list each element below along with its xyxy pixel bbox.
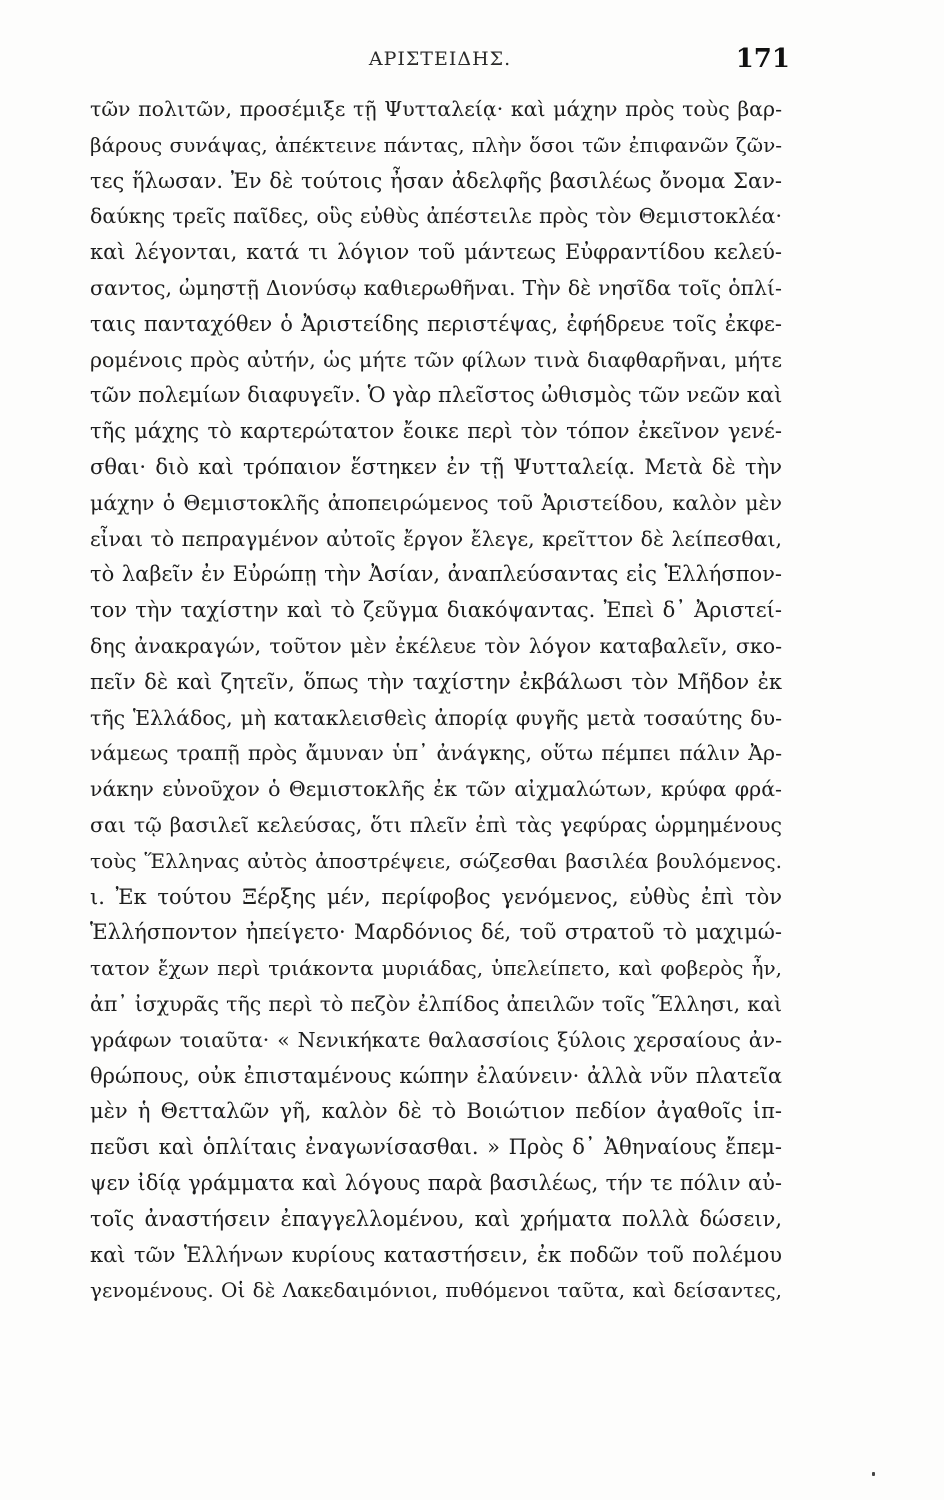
paper-speck <box>872 1472 875 1476</box>
text-line: τοῖς ἀναστήσειν ἐπαγγελλομένου, καὶ χρήματα πολλὰ δώσειν, <box>90 1206 782 1231</box>
text-line: σαντος, ὠμηστῇ Διονύσῳ καθιερωθῆναι. Τὴν δὲ νησῖδα τοῖς ὁπλί- <box>90 275 782 300</box>
text-line: γράφων τοιαῦτα· « Νενικήκατε θαλασσίοις ξύλοις χερσαίους ἀν- <box>90 1027 782 1052</box>
text-line: τῆς Ἑλλάδος, μὴ κατακλεισθεὶς ἀπορίᾳ φυγῆς μετὰ τοσαύτης δυ- <box>90 705 782 730</box>
text-line: δης ἀνακραγών, τοῦτον μὲν ἐκέλευε τὸν λόγον καταβαλεῖν, σκο- <box>90 633 782 658</box>
text-line: νάκην εὐνοῦχον ὁ Θεμιστοκλῆς ἐκ τῶν αἰχμαλώτων, κρύφα φρά- <box>90 777 782 802</box>
text-line: τὸ λαβεῖν ἐν Εὐρώπῃ τὴν Ἀσίαν, ἀναπλεύσαντας εἰς Ἑλλήσπον- <box>90 562 782 587</box>
text-line: Ἑλλήσποντον ἠπείγετο· Μαρδόνιος δέ, τοῦ στρατοῦ τὸ μαχιμώ- <box>90 920 782 945</box>
text-line: τες ἥλωσαν. Ἐν δὲ τούτοις ἦσαν ἀδελφῆς βασιλέως ὄνομα Σαν- <box>90 168 782 193</box>
text-line: βάρους συνάψας, ἀπέκτεινε πάντας, πλὴν ὅσοι τῶν ἐπιφανῶν ζῶν- <box>90 132 782 157</box>
running-head <box>90 44 790 74</box>
text-line: ἀπ᾽ ἰσχυρᾶς τῆς περὶ τὸ πεζὸν ἐλπίδος ἀπειλῶν τοῖς Ἕλλησι, καὶ <box>90 991 782 1016</box>
text-line: σθαι· διὸ καὶ τρόπαιον ἕστηκεν ἐν τῇ Ψυτταλείᾳ. Μετὰ δὲ τὴν <box>90 454 782 479</box>
text-line: ι. Ἐκ τούτου Ξέρξης μέν, περίφοβος γενόμενος, εὐθὺς ἐπὶ τὸν <box>90 884 782 909</box>
text-line: νάμεως τραπῇ πρὸς ἄμυναν ὑπ᾽ ἀνάγκης, οὕτω πέμπει πάλιν Ἀρ- <box>90 741 782 766</box>
text-line: τατον ἔχων περὶ τριάκοντα μυριάδας, ὑπελείπετο, καὶ φοβερὸς ἦν, <box>90 956 782 981</box>
text-line: τῆς μάχης τὸ καρτερώτατον ἔοικε περὶ τὸν τόπον ἐκεῖνον γενέ- <box>90 419 782 444</box>
text-line: δαύκης τρεῖς παῖδες, οὓς εὐθὺς ἀπέστειλε πρὸς τὸν Θεμιστοκλέα· <box>90 204 782 229</box>
text-line: ρομένοις πρὸς αὐτήν, ὡς μήτε τῶν φίλων τινὰ διαφθαρῆναι, μήτε <box>90 347 782 372</box>
text-line: σαι τῷ βασιλεῖ κελεύσας, ὅτι πλεῖν ἐπὶ τὰς γεφύρας ὡρμημένους <box>90 812 782 837</box>
running-title: ΑΡΙΣΤΕΙΔΗΣ. <box>368 48 512 70</box>
text-line: πεῦσι καὶ ὁπλίταις ἐναγωνίσασθαι. » Πρὸς δ᾽ Ἀθηναίους ἔπεμ- <box>90 1135 782 1160</box>
text-line: μάχην ὁ Θεμιστοκλῆς ἀποπειρώμενος τοῦ Ἀριστείδου, καλὸν μὲν <box>90 490 782 515</box>
text-line: τῶν πολιτῶν, προσέμιξε τῇ Ψυτταλείᾳ· καὶ μάχην πρὸς τοὺς βαρ- <box>90 97 782 121</box>
text-line: τοὺς Ἕλληνας αὐτὸς ἀποστρέψειε, σώζεσθαι βασιλέα βουλόμενος. <box>90 848 782 873</box>
text-line: ταις πανταχόθεν ὁ Ἀριστείδης περιστέψας, ἐφήδρευε τοῖς ἐκφε- <box>90 311 782 336</box>
page-number: 171 <box>735 44 790 74</box>
text-line: τον τὴν ταχίστην καὶ τὸ ζεῦγμα διακόψαντας. Ἐπεὶ δ᾽ Ἀριστεί- <box>90 598 782 623</box>
text-line: εἶναι τὸ πεπραγμένον αὐτοῖς ἔργον ἔλεγε, κρεῖττον δὲ λείπεσθαι, <box>90 526 782 551</box>
text-line: γενομένους. Οἱ δὲ Λακεδαιμόνιοι, πυθόμενοι ταῦτα, καὶ δείσαντες, <box>90 1278 782 1303</box>
text-line: καὶ τῶν Ἑλλήνων κυρίους καταστήσειν, ἐκ ποδῶν τοῦ πολέμου <box>90 1242 782 1267</box>
body-text <box>90 92 782 1309</box>
text-line: μὲν ἡ Θετταλῶν γῆ, καλὸν δὲ τὸ Βοιώτιον πεδίον ἀγαθοῖς ἱπ- <box>90 1099 782 1124</box>
text-line: θρώπους, οὐκ ἐπισταμένους κώπην ἐλαύνειν· ἀλλὰ νῦν πλατεῖα <box>90 1063 782 1088</box>
text-line: πεῖν δὲ καὶ ζητεῖν, ὅπως τὴν ταχίστην ἐκβάλωσι τὸν Μῆδον ἐκ <box>90 669 782 694</box>
text-line: τῶν πολεμίων διαφυγεῖν. Ὁ γὰρ πλεῖστος ὠθισμὸς τῶν νεῶν καὶ <box>90 383 783 408</box>
text-line: ψεν ἰδίᾳ γράμματα καὶ λόγους παρὰ βασιλέως, τήν τε πόλιν αὐ- <box>90 1170 782 1195</box>
text-line: καὶ λέγονται, κατά τι λόγιον τοῦ μάντεως Εὐφραντίδου κελεύ- <box>90 240 782 265</box>
